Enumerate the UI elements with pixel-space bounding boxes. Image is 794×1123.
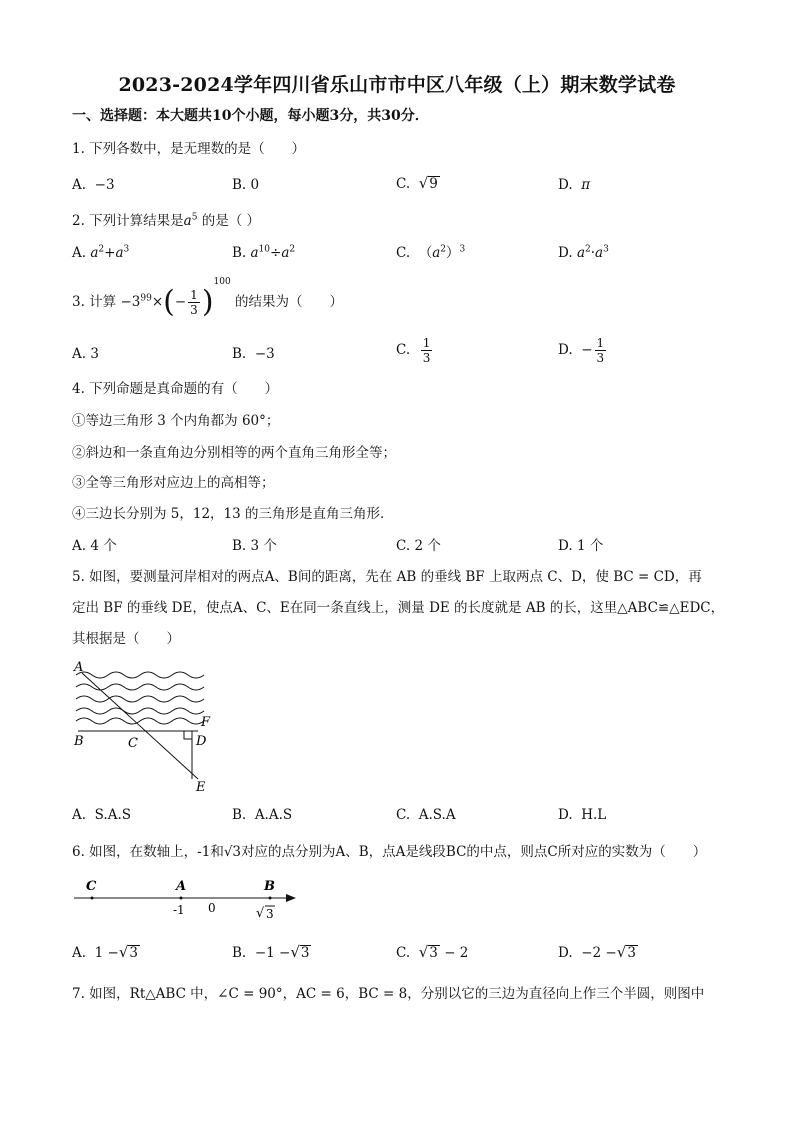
q1-option-a: A. −3 (72, 177, 115, 193)
exam-title: 2023-2024学年四川省乐山市市中区八年级（上）期末数学试卷 (118, 74, 676, 96)
q1-option-b: B. 0 (232, 177, 260, 193)
q4-statement-1: ①等边三角形 3 个内角都为 60°； (72, 413, 280, 429)
q5-river-figure (70, 655, 220, 795)
q6-stem: 6. 如图，在数轴上，-1和√3对应的点分别为A、B，点A是线段BC的中点，则点C所对应的实数为（ ） (72, 844, 707, 860)
label-a: A (176, 879, 187, 894)
q3-option-c: C. $\frac{1}{3}$ (396, 336, 431, 365)
point-a (180, 897, 183, 900)
q6-option-b: B. −1 −√3 (232, 943, 310, 961)
q5-option-d: D. H.L (558, 807, 607, 823)
label-neg1: -1 (173, 903, 185, 917)
axis-arrow (286, 894, 296, 902)
q5-option-a: A. S.A.S (72, 807, 131, 823)
q3-option-d: D. − $\frac{1}{3}$ (558, 336, 605, 365)
river-wave-5 (76, 718, 204, 724)
label-a: A (74, 660, 84, 675)
q2-option-a: A. $a^2+a^3$ (72, 244, 130, 261)
q5-option-b: B. A.A.S (232, 807, 293, 823)
q4-stem: 4. 下列命题是真命题的有（ ） (72, 381, 279, 397)
line-ae (82, 673, 198, 779)
q4-option-a: A. 4 个 (72, 538, 117, 554)
q2-option-c: C. $(a^2)^3$ (396, 244, 466, 261)
label-sqrt3: 3 (266, 907, 274, 921)
q4-option-c: C. 2 个 (396, 538, 441, 554)
q6-number-line (72, 872, 302, 926)
label-b: B (264, 879, 275, 894)
q1-option-c: C. √9 (396, 174, 438, 192)
label-e: E (196, 780, 206, 795)
sqrt-sign: √ (256, 906, 265, 921)
q2-stem: 2. 下列计算结果是$a^5$ 的是（ ） (72, 212, 261, 229)
q6-option-c: C. √3 − 2 (396, 943, 469, 961)
section-heading: 一、选择题：本大题共10个小题，每小题3分，共30分． (72, 108, 429, 124)
river-wave-4 (76, 708, 204, 714)
q5-stem-line3: 其根据是（ ） (72, 631, 180, 647)
q2-option-b: B. $a^{10}\div a^2$ (232, 244, 296, 261)
river-wave-1 (76, 672, 204, 678)
q4-option-d: D. 1 个 (558, 538, 604, 554)
q7-stem: 7. 如图，Rt△ABC 中，∠C = 90°，AC = 6，BC = 8，分别以它的三边为直径向上作三个半圆，则图中 (72, 986, 705, 1002)
q5-stem-line1: 5. 如图，要测量河岸相对的两点A、B间的距离，先在 AB 的垂线 BF 上取两点 C、D，使 BC = CD，再 (72, 569, 702, 585)
point-c (91, 897, 94, 900)
label-d: D (196, 734, 207, 749)
q1-stem: 1. 下列各数中，是无理数的是（ ） (72, 141, 306, 157)
label-zero: 0 (208, 901, 216, 915)
q4-option-b: B. 3 个 (232, 538, 277, 554)
point-b (269, 897, 272, 900)
label-f: F (201, 715, 211, 730)
q4-statement-2: ②斜边和一条直角边分别相等的两个直角三角形全等； (72, 445, 396, 461)
label-c: C (86, 879, 97, 894)
q5-option-c: C. A.S.A (396, 807, 456, 823)
river-wave-3 (76, 696, 204, 702)
q3-option-a: A. 3 (72, 346, 99, 362)
q2-option-d: D. $a^2\cdot a^3$ (558, 244, 609, 261)
q3-option-b: B. −3 (232, 346, 275, 362)
q5-stem-line2: 定出 BF 的垂线 DE，使点A、C、E在同一条直线上，测量 DE 的长度就是 AB 的长，这里△ABC≌△EDC， (72, 600, 725, 616)
q1-option-d: D. π (558, 177, 591, 193)
label-b: B (74, 734, 84, 749)
q4-statement-3: ③全等三角形对应边上的高相等； (72, 475, 275, 491)
q6-option-a: A. 1 −√3 (72, 943, 138, 961)
q6-option-d: D. −2 −√3 (558, 943, 636, 961)
label-c: C (128, 736, 138, 751)
q4-statement-4: ④三边长分别为 5，12，13 的三角形是直角三角形． (72, 506, 394, 522)
q3-stem: 3. 计算 $-3^{99}\times(-$ $\frac{1}{3}$ )$^{100}$ 的结果为（ ） (72, 277, 344, 320)
right-angle-mark (184, 731, 192, 739)
